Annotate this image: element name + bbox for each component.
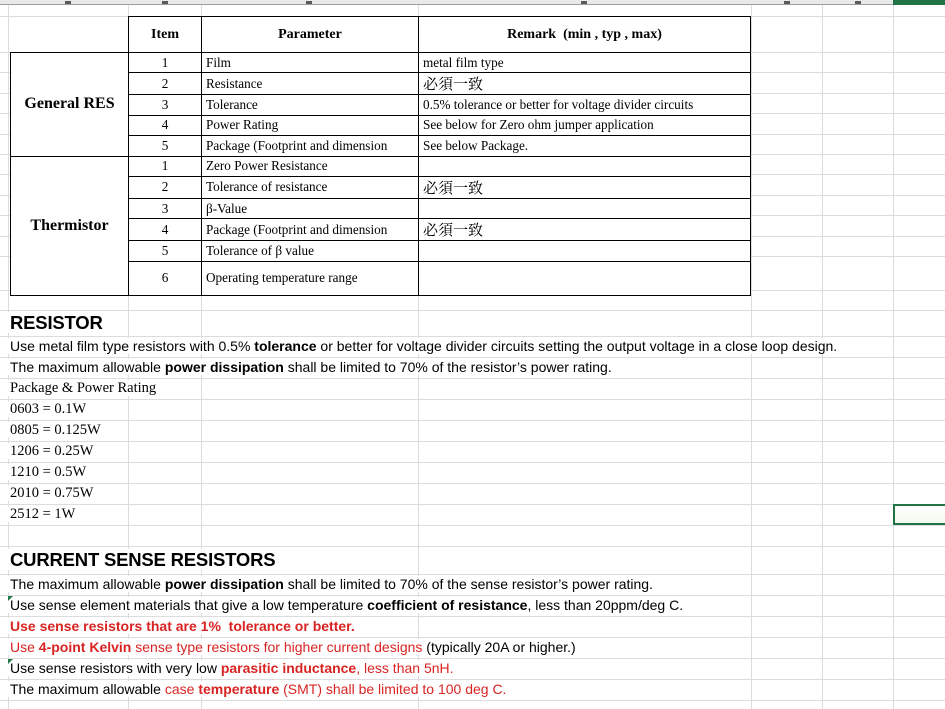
cell-item[interactable]: 2 — [129, 176, 202, 198]
gridline-h — [0, 700, 945, 701]
cell-remark[interactable]: 必須一致 — [419, 73, 751, 95]
group-label-general-res[interactable]: General RES — [11, 53, 129, 157]
cell-item[interactable]: 4 — [129, 115, 202, 135]
gridline-v — [822, 5, 823, 709]
column-header-strip[interactable] — [0, 0, 945, 5]
cell-parameter[interactable]: Tolerance — [202, 95, 419, 115]
error-indicator-triangle-icon[interactable] — [8, 596, 13, 601]
text-segment-red: sense type resistors for higher current designs — [131, 639, 427, 655]
text-segment-bold: tolerance — [254, 338, 317, 354]
cell-remark[interactable] — [419, 156, 751, 176]
current-sense-line-2[interactable] — [8, 595, 686, 616]
cell-item[interactable]: 5 — [129, 241, 202, 261]
current-sense-line-6[interactable] — [8, 679, 509, 700]
gridline-v — [751, 5, 752, 709]
group-label-thermistor[interactable]: Thermistor — [11, 156, 129, 295]
selected-cell[interactable] — [893, 504, 945, 525]
package-rating-item[interactable]: 0603 = 0.1W — [8, 399, 89, 420]
gridline-v — [893, 5, 894, 709]
text-segment-red-bold: temperature — [198, 681, 280, 697]
text-segment-bold: power dissipation — [164, 359, 284, 375]
header-remark[interactable]: Remark (min , typ , max) — [419, 17, 751, 53]
column-letter-fragment — [581, 1, 587, 4]
gridline-h — [0, 420, 945, 421]
text-segment-red: (SMT) shall be limited to 100 deg C. — [279, 681, 507, 697]
column-letter-fragment — [65, 1, 71, 4]
text-segment: (typically 20A or higher.) — [426, 639, 576, 655]
column-letter-fragment — [855, 1, 861, 4]
resistor-line-1[interactable] — [8, 336, 840, 357]
current-sense-line-1[interactable] — [8, 574, 656, 595]
cell-item[interactable]: 4 — [129, 219, 202, 241]
cell-item[interactable]: 1 — [129, 53, 202, 73]
cell-remark[interactable] — [419, 198, 751, 218]
text-segment-red: , less than 5nH. — [356, 660, 454, 676]
selected-column-highlight — [893, 0, 945, 5]
text-segment: , less than 20ppm/deg C. — [527, 597, 684, 613]
gridline-h — [0, 525, 945, 526]
text-segment: The maximum allowable — [10, 359, 165, 375]
package-rating-item[interactable]: 2512 = 1W — [8, 504, 78, 525]
cell-parameter[interactable]: Resistance — [202, 73, 419, 95]
cell-parameter[interactable]: Package (Footprint and dimension — [202, 136, 419, 156]
text-segment-red: Use — [10, 639, 39, 655]
cell-remark[interactable]: 必須一致 — [419, 219, 751, 241]
gridline-h — [0, 483, 945, 484]
column-letter-fragment — [784, 1, 790, 4]
package-rating-item[interactable]: 2010 = 0.75W — [8, 483, 97, 504]
text-segment-bold: power dissipation — [164, 576, 284, 592]
cell-parameter[interactable]: Film — [202, 53, 419, 73]
cell-item[interactable]: 5 — [129, 136, 202, 156]
cell-item[interactable]: 3 — [129, 95, 202, 115]
text-segment-red: case — [164, 681, 199, 697]
cell-parameter[interactable]: Tolerance of β value — [202, 241, 419, 261]
text-segment-red-bold: 4-point Kelvin — [38, 639, 132, 655]
resistor-section-title[interactable]: RESISTOR — [8, 310, 106, 336]
text-segment: shall be limited to 70% of the sense resistor’s power rating. — [283, 576, 653, 592]
package-rating-item[interactable]: 1210 = 0.5W — [8, 462, 89, 483]
gridline-h — [0, 462, 945, 463]
cell-parameter[interactable]: Zero Power Resistance — [202, 156, 419, 176]
text-segment: The maximum allowable — [10, 681, 165, 697]
gridline-h — [0, 441, 945, 442]
spec-table — [10, 16, 751, 296]
text-segment: or better for voltage divider circuits setting the output voltage in a close loop design. — [316, 338, 838, 354]
text-segment: The maximum allowable — [10, 576, 165, 592]
text-segment: Use sense element materials that give a low temperature — [10, 597, 368, 613]
text-segment: Use metal film type resistors with 0.5% — [10, 338, 255, 354]
header-item[interactable]: Item — [129, 17, 202, 53]
text-segment-red-bold: Use sense resistors that are 1% tolerance or better. — [10, 618, 355, 634]
current-sense-section-title[interactable]: CURRENT SENSE RESISTORS — [8, 546, 278, 574]
current-sense-line-3[interactable] — [8, 616, 358, 637]
empty-corner-cell[interactable] — [11, 17, 129, 53]
gridline-h — [0, 399, 945, 400]
column-letter-fragment — [162, 1, 168, 4]
text-segment-red-bold: parasitic inductance — [220, 660, 357, 676]
cell-remark[interactable] — [419, 261, 751, 295]
cell-remark[interactable]: See below Package. — [419, 136, 751, 156]
text-segment-bold: coefficient of resistance — [367, 597, 528, 613]
cell-item[interactable]: 6 — [129, 261, 202, 295]
package-rating-item[interactable]: 1206 = 0.25W — [8, 441, 97, 462]
cell-item[interactable]: 1 — [129, 156, 202, 176]
cell-remark[interactable] — [419, 241, 751, 261]
cell-remark[interactable]: metal film type — [419, 53, 751, 73]
current-sense-line-4[interactable] — [8, 637, 579, 658]
cell-item[interactable]: 3 — [129, 198, 202, 218]
cell-item[interactable]: 2 — [129, 73, 202, 95]
text-segment: Use sense resistors with very low — [10, 660, 221, 676]
column-letter-fragment — [306, 1, 312, 4]
package-rating-item[interactable]: 0805 = 0.125W — [8, 420, 104, 441]
cell-parameter[interactable]: Operating temperature range — [202, 261, 419, 295]
gridline-h — [0, 310, 945, 311]
header-parameter[interactable]: Parameter — [202, 17, 419, 53]
package-power-rating-heading[interactable]: Package & Power Rating — [8, 378, 159, 399]
cell-remark[interactable]: See below for Zero ohm jumper application — [419, 115, 751, 135]
resistor-line-2[interactable] — [8, 357, 615, 378]
cell-parameter[interactable]: Power Rating — [202, 115, 419, 135]
cell-remark[interactable]: 0.5% tolerance or better for voltage divider circuits — [419, 95, 751, 115]
cell-parameter[interactable]: Tolerance of resistance — [202, 176, 419, 198]
cell-parameter[interactable]: Package (Footprint and dimension — [202, 219, 419, 241]
current-sense-line-5[interactable] — [8, 658, 457, 679]
gridline-h — [0, 504, 945, 505]
cell-parameter[interactable]: β-Value — [202, 198, 419, 218]
cell-remark[interactable]: 必須一致 — [419, 176, 751, 198]
error-indicator-triangle-icon[interactable] — [8, 659, 13, 664]
text-segment: shall be limited to 70% of the resistor’s power rating. — [283, 359, 612, 375]
